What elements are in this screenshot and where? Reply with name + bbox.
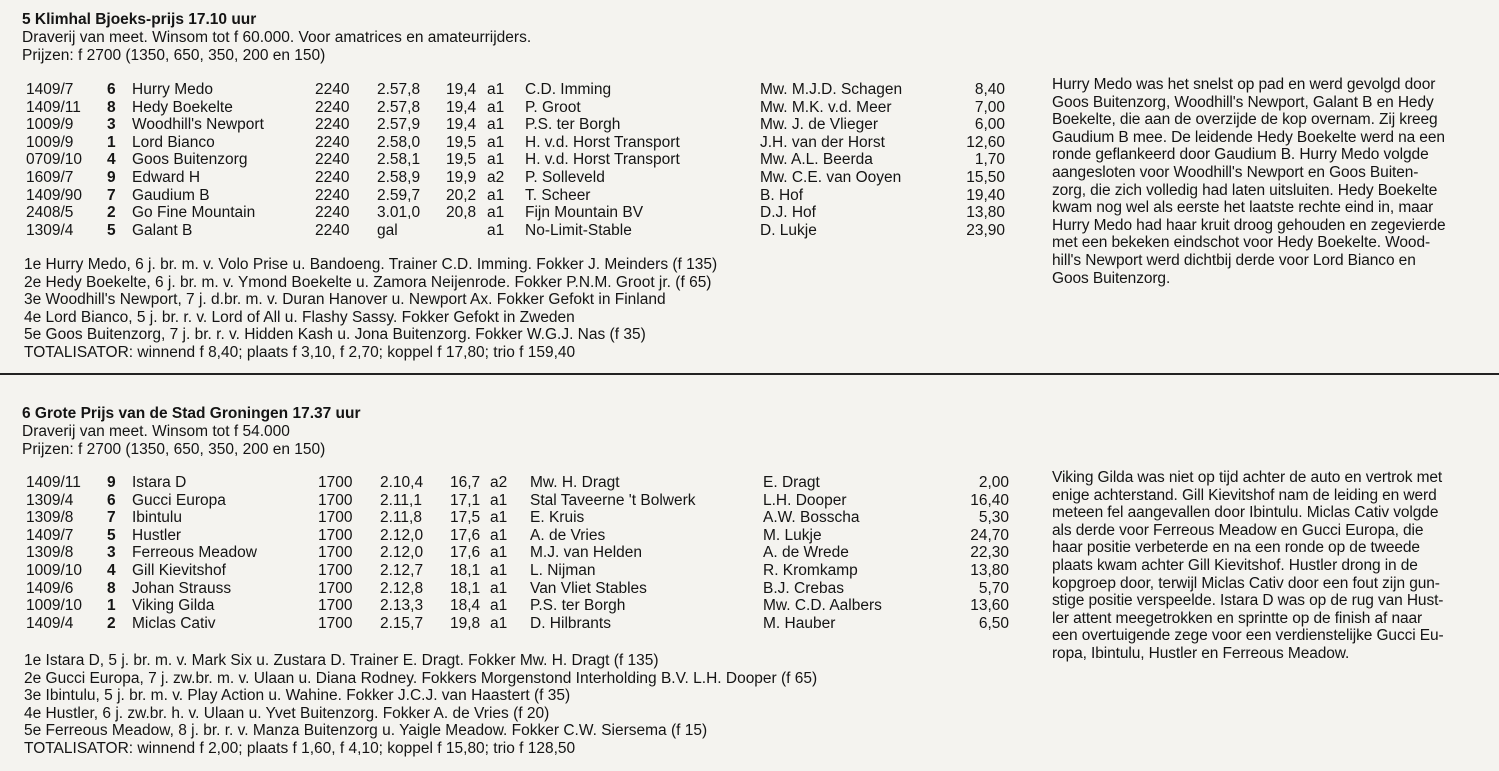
entry-distance: 2240 xyxy=(315,204,350,222)
entry-driver: E. Dragt xyxy=(763,474,820,491)
entry-owner: P. Solleveld xyxy=(525,168,605,186)
entry-number: 1 xyxy=(107,597,116,615)
result-line: 4e Lord Bianco, 5 j. br. r. v. Lord of All u. Flashy Sassy. Fokker Gefokt in Zweden xyxy=(24,308,575,326)
entry-number: 4 xyxy=(107,561,116,579)
entry-date: 1409/6 xyxy=(26,579,74,597)
result-line: 1e Hurry Medo, 6 j. br. m. v. Volo Prise u. Bandoeng. Trainer C.D. Imming. Fokker J. Meinders (f 135) xyxy=(24,256,718,273)
entry-distance: 2240 xyxy=(315,168,350,186)
table-row xyxy=(0,169,1030,187)
table-row xyxy=(0,527,1030,545)
horse-name: Miclas Cativ xyxy=(132,614,216,632)
entry-owner: E. Kruis xyxy=(530,509,585,527)
entry-time: 2.57,9 xyxy=(377,116,421,134)
entry-time: 2.12,0 xyxy=(380,526,424,544)
race-conditions: Draverij van meet. Winsom tot f 54.000 xyxy=(22,423,290,440)
entry-time: 2.12,0 xyxy=(380,544,424,562)
entry-owner: T. Scheer xyxy=(525,186,591,204)
table-row xyxy=(0,134,1030,152)
race-conditions: Draverij van meet. Winsom tot f 60.000. Voor amatrices en amateurrijders. xyxy=(22,29,532,46)
entry-odds: 6,00 xyxy=(974,116,1005,134)
entry-time: 2.12,8 xyxy=(380,579,424,597)
table-row xyxy=(0,204,1030,222)
horse-name: Hedy Boekelte xyxy=(132,98,233,116)
entry-number: 4 xyxy=(107,151,116,169)
entry-driver: R. Kromkamp xyxy=(763,561,858,579)
entry-number: 1 xyxy=(107,133,116,151)
entry-owner: Mw. H. Dragt xyxy=(530,474,620,491)
entry-date: 1609/7 xyxy=(26,168,74,186)
entry-driver: Mw. C.D. Aalbers xyxy=(763,597,882,615)
entry-time: 2.15,7 xyxy=(380,614,424,632)
table-row xyxy=(0,615,1030,633)
comment-line: kwam nog wel als eerste het laatste rechte eind in, maar xyxy=(1052,199,1434,217)
entry-owner: P.S. ter Borgh xyxy=(530,597,626,615)
race-results xyxy=(24,652,817,758)
entry-odds: 5,70 xyxy=(978,579,1009,597)
entry-date: 1009/10 xyxy=(26,561,83,579)
entry-odds: 5,30 xyxy=(978,509,1009,527)
entry-time: 2.57,8 xyxy=(377,98,421,116)
entry-km-time: 17,5 xyxy=(450,509,481,527)
entry-time: 2.59,7 xyxy=(377,186,421,204)
entry-start-position: a1 xyxy=(490,561,508,579)
table-row xyxy=(0,492,1030,510)
entry-distance: 1700 xyxy=(318,544,353,562)
entry-date: 1009/10 xyxy=(26,597,83,615)
entry-time: 2.13,3 xyxy=(380,597,424,615)
entry-odds: 1,70 xyxy=(974,151,1005,169)
entry-odds: 13,80 xyxy=(966,204,1005,222)
comment-line: ropa, Ibintulu, Hustler en Ferreous Meadow. xyxy=(1052,644,1350,662)
race-comment xyxy=(1052,469,1444,663)
entry-odds: 23,90 xyxy=(966,221,1005,239)
entry-start-position: a1 xyxy=(490,491,508,509)
entry-distance: 2240 xyxy=(315,98,350,116)
entry-odds: 19,40 xyxy=(966,186,1005,204)
entry-owner: D. Hilbrants xyxy=(530,614,611,632)
entry-owner: Fijn Mountain BV xyxy=(525,204,644,222)
entry-owner: Stal Taveerne 't Bolwerk xyxy=(530,491,696,509)
entry-date: 1409/7 xyxy=(26,526,74,544)
entry-owner: H. v.d. Horst Transport xyxy=(525,151,680,169)
table-row xyxy=(0,562,1030,580)
entry-driver: Mw. M.J.D. Schagen xyxy=(760,81,903,98)
entry-distance: 2240 xyxy=(315,116,350,134)
horse-name: Hustler xyxy=(132,526,182,544)
entry-date: 1309/4 xyxy=(26,491,74,509)
entry-odds: 13,80 xyxy=(970,561,1009,579)
entry-km-time: 19,4 xyxy=(446,98,477,116)
entry-owner: P. Groot xyxy=(525,98,581,116)
table-row xyxy=(0,151,1030,169)
entries-table xyxy=(0,474,1030,632)
entry-km-time: 18,4 xyxy=(450,597,481,615)
table-row xyxy=(0,597,1030,615)
horse-name: Gaudium B xyxy=(132,186,210,204)
entry-distance: 2240 xyxy=(315,151,350,169)
result-line: TOTALISATOR: winnend f 2,00; plaats f 1,60, f 4,10; koppel f 15,80; trio f 128,50 xyxy=(24,739,576,757)
result-line: 4e Hustler, 6 j. zw.br. h. v. Ulaan u. Yvet Buitenzorg. Fokker A. de Vries (f 20) xyxy=(24,704,550,722)
entries-table xyxy=(0,81,1030,239)
entry-driver: M. Hauber xyxy=(763,614,836,632)
entry-distance: 2240 xyxy=(315,186,350,204)
entry-km-time: 17,6 xyxy=(450,526,481,544)
comment-line: Hurry Medo had haar kruit droog gehouden en zegevierde xyxy=(1052,216,1446,234)
entry-date: 2408/5 xyxy=(26,204,74,222)
entry-driver: J.H. van der Horst xyxy=(760,133,885,151)
entry-driver: Mw. J. de Vlieger xyxy=(760,116,879,134)
entry-number: 5 xyxy=(107,526,116,544)
horse-name: Viking Gilda xyxy=(132,597,215,615)
entry-km-time: 19,8 xyxy=(450,614,481,632)
entry-number: 3 xyxy=(107,544,116,562)
comment-line: ler attent meegetrokken en sprintte op de finish af naar xyxy=(1052,609,1423,627)
entry-number: 3 xyxy=(107,116,116,134)
horse-name: Galant B xyxy=(132,221,193,239)
table-row xyxy=(0,99,1030,117)
entry-driver: A.W. Bosscha xyxy=(763,509,860,527)
entry-date: 1409/11 xyxy=(26,98,81,116)
comment-line: meteen fel aangevallen door Ibintulu. Miclas Cativ volgde xyxy=(1052,504,1439,522)
comment-line: een overtuigende zege voor een verdienstelijke Gucci Eu- xyxy=(1052,627,1444,645)
comment-line: Hurry Medo was het snelst op pad en werd gevolgd door xyxy=(1052,76,1436,93)
entry-owner: C.D. Imming xyxy=(525,81,612,98)
horse-name: Edward H xyxy=(132,168,201,186)
entry-distance: 1700 xyxy=(318,526,353,544)
entry-start-position: a1 xyxy=(490,509,508,527)
horse-name: Johan Strauss xyxy=(132,579,232,597)
entry-distance: 2240 xyxy=(315,221,350,239)
entry-km-time: 20,8 xyxy=(446,204,477,222)
entry-time: 2.11,1 xyxy=(380,491,422,509)
entry-start-position: a1 xyxy=(487,98,505,116)
entry-driver: D.J. Hof xyxy=(760,204,816,222)
horse-name: Woodhill's Newport xyxy=(132,116,264,134)
entry-owner: A. de Vries xyxy=(530,526,606,544)
entry-time: 2.58,0 xyxy=(377,133,421,151)
comment-line: als derde voor Ferreous Meadow en Gucci Europa, die xyxy=(1052,521,1424,539)
comment-line: zorg, die zich volledig had laten uitsluiten. Hedy Boekelte xyxy=(1052,181,1438,199)
comment-line: plaats kwam achter Gill Kievitshof. Hustler drong in de xyxy=(1052,556,1418,574)
entry-date: 1409/4 xyxy=(26,614,74,632)
entry-driver: Mw. M.K. v.d. Meer xyxy=(760,98,892,116)
entry-time: 2.10,4 xyxy=(380,474,424,491)
horse-name: Lord Bianco xyxy=(132,133,215,151)
comment-line: Viking Gilda was niet op tijd achter de auto en vertrok met xyxy=(1052,469,1443,486)
race-title: 6 Grote Prijs van de Stad Groningen 17.37 uur xyxy=(22,405,361,422)
entry-start-position: a1 xyxy=(490,614,508,632)
race-comment xyxy=(1052,76,1446,287)
entry-km-time: 18,1 xyxy=(450,561,481,579)
entry-date: 1309/8 xyxy=(26,509,74,527)
entry-number: 2 xyxy=(107,614,116,632)
entry-distance: 2240 xyxy=(315,133,350,151)
result-line: 5e Goos Buitenzorg, 7 j. br. r. v. Hidden Kash u. Jona Buitenzorg. Fokker W.G.J. Nas (f 35) xyxy=(24,326,646,344)
entry-odds: 6,50 xyxy=(978,614,1009,632)
entry-number: 7 xyxy=(107,509,116,527)
horse-name: Goos Buitenzorg xyxy=(132,151,248,169)
entry-distance: 2240 xyxy=(315,81,350,98)
entry-start-position: a1 xyxy=(490,597,508,615)
entry-date: 1409/11 xyxy=(26,474,81,491)
entry-number: 9 xyxy=(107,474,116,491)
entry-time: 2.58,9 xyxy=(377,168,421,186)
result-line: 5e Ferreous Meadow, 8 j. br. r. v. Manza Buitenzorg u. Yaigle Meadow. Fokker C.W. Siersema (f 15) xyxy=(24,722,708,740)
entry-distance: 1700 xyxy=(318,474,353,491)
entry-number: 8 xyxy=(107,579,116,597)
table-row xyxy=(0,222,1030,240)
horse-name: Istara D xyxy=(132,474,187,491)
table-row xyxy=(0,187,1030,205)
entry-driver: M. Lukje xyxy=(763,526,822,544)
entry-date: 1409/7 xyxy=(26,81,74,98)
entry-km-time: 19,5 xyxy=(446,133,477,151)
entry-odds: 12,60 xyxy=(966,133,1005,151)
entry-odds: 7,00 xyxy=(974,98,1005,116)
comment-line: kopgroep door, terwijl Miclas Cativ door een fout zijn gun- xyxy=(1052,574,1440,592)
entry-date: 1009/9 xyxy=(26,133,74,151)
entry-odds: 16,40 xyxy=(970,491,1009,509)
entry-odds: 2,00 xyxy=(978,474,1009,491)
table-row xyxy=(0,509,1030,527)
result-line: 2e Hedy Boekelte, 6 j. br. m. v. Ymond Boekelte u. Zamora Neijenrode. Fokker P.N.M. Groot jr. (f 65) xyxy=(24,273,712,291)
entry-owner: No-Limit-Stable xyxy=(525,221,632,239)
table-row xyxy=(0,580,1030,598)
comment-line: haar positie verbeterde en na een ronde op de tweede xyxy=(1052,539,1420,557)
horse-name: Gill Kievitshof xyxy=(132,561,226,579)
entry-number: 6 xyxy=(107,81,116,98)
entry-owner: L. Nijman xyxy=(530,561,596,579)
comment-line: aangesloten voor Woodhill's Newport en Goos Buiten- xyxy=(1052,163,1419,181)
entry-start-position: a1 xyxy=(487,116,505,134)
entry-start-position: a1 xyxy=(487,186,505,204)
table-row xyxy=(0,544,1030,562)
race-results xyxy=(24,256,717,362)
result-line: 3e Woodhill's Newport, 7 j. d.br. m. v. Duran Hanover u. Newport Ax. Fokker Gefokt in Finland xyxy=(24,291,666,309)
entry-start-position: a1 xyxy=(487,221,505,239)
entry-date: 1309/4 xyxy=(26,221,74,239)
entry-start-position: a1 xyxy=(487,204,505,222)
race-prizes: Prijzen: f 2700 (1350, 650, 350, 200 en 150) xyxy=(22,441,326,458)
entry-distance: 1700 xyxy=(318,614,353,632)
horse-name: Hurry Medo xyxy=(132,81,213,98)
entry-number: 8 xyxy=(107,98,116,116)
entry-odds: 22,30 xyxy=(970,544,1009,562)
result-line: 3e Ibintulu, 5 j. br. m. v. Play Action u. Wahine. Fokker J.C.J. van Haastert (f 35) xyxy=(24,687,571,705)
entry-distance: 1700 xyxy=(318,509,353,527)
section-divider xyxy=(0,373,1499,375)
entry-number: 6 xyxy=(107,491,116,509)
horse-name: Gucci Europa xyxy=(132,491,226,509)
entry-time: 2.12,7 xyxy=(380,561,424,579)
entry-driver: Mw. C.E. van Ooyen xyxy=(760,168,902,186)
entry-time: 2.11,8 xyxy=(380,509,422,527)
entry-driver: L.H. Dooper xyxy=(763,491,847,509)
entry-odds: 13,60 xyxy=(970,597,1009,615)
entry-number: 7 xyxy=(107,186,116,204)
comment-line: stige positie verspeelde. Istara D was op de rug van Hust- xyxy=(1052,592,1444,610)
entry-date: 1409/90 xyxy=(26,186,83,204)
entry-time: gal xyxy=(377,221,398,239)
entry-start-position: a2 xyxy=(490,474,508,491)
entry-start-position: a1 xyxy=(490,526,508,544)
entry-km-time: 17,1 xyxy=(450,491,481,509)
comment-line: Boekelte, die aan de overzijde de kop overnam. Zij kreeg xyxy=(1052,111,1438,129)
horse-name: Go Fine Mountain xyxy=(132,204,256,222)
entry-start-position: a2 xyxy=(487,168,505,186)
entry-odds: 24,70 xyxy=(970,526,1009,544)
horse-name: Ferreous Meadow xyxy=(132,544,257,562)
entry-number: 2 xyxy=(107,204,116,222)
entry-start-position: a1 xyxy=(487,151,505,169)
entry-start-position: a1 xyxy=(487,81,505,98)
comment-line: met een bekeken eindschot voor Hedy Boekelte. Wood- xyxy=(1052,234,1431,252)
entry-number: 5 xyxy=(107,221,116,239)
table-row xyxy=(0,474,1030,492)
entry-driver: B. Hof xyxy=(760,186,804,204)
entry-start-position: a1 xyxy=(487,133,505,151)
entry-time: 2.57,8 xyxy=(377,81,421,98)
entry-owner: Van Vliet Stables xyxy=(530,579,647,597)
comment-line: Goos Buitenzorg, Woodhill's Newport, Galant B en Hedy xyxy=(1052,93,1434,111)
entry-distance: 1700 xyxy=(318,561,353,579)
comment-line: hill's Newport werd dichtbij derde voor Lord Bianco en xyxy=(1052,251,1416,269)
entry-km-time: 19,4 xyxy=(446,81,477,98)
entry-start-position: a1 xyxy=(490,544,508,562)
entry-number: 9 xyxy=(107,168,116,186)
comment-line: enige achterstand. Gill Kievitshof nam de leiding en werd xyxy=(1052,486,1437,504)
entry-km-time: 19,4 xyxy=(446,116,477,134)
entry-km-time: 16,7 xyxy=(450,474,481,491)
entry-time: 3.01,0 xyxy=(377,204,421,222)
entry-date: 1309/8 xyxy=(26,544,74,562)
entry-driver: A. de Wrede xyxy=(763,544,849,562)
result-line: 1e Istara D, 5 j. br. m. v. Mark Six u. Zustara D. Trainer E. Dragt. Fokker Mw. H. Dragt (f 135) xyxy=(24,652,659,669)
entry-date: 1009/9 xyxy=(26,116,74,134)
entry-km-time: 19,5 xyxy=(446,151,477,169)
entry-time: 2.58,1 xyxy=(377,151,421,169)
entry-date: 0709/10 xyxy=(26,151,83,169)
entry-distance: 1700 xyxy=(318,579,353,597)
entry-driver: B.J. Crebas xyxy=(763,579,844,597)
table-row xyxy=(0,116,1030,134)
entry-owner: P.S. ter Borgh xyxy=(525,116,621,134)
entry-odds: 8,40 xyxy=(974,81,1005,98)
entry-km-time: 20,2 xyxy=(446,186,477,204)
entry-odds: 15,50 xyxy=(966,168,1005,186)
entry-distance: 1700 xyxy=(318,597,353,615)
entry-owner: H. v.d. Horst Transport xyxy=(525,133,680,151)
horse-name: Ibintulu xyxy=(132,509,182,527)
entry-distance: 1700 xyxy=(318,491,353,509)
entry-km-time: 19,9 xyxy=(446,168,477,186)
entry-driver: D. Lukje xyxy=(760,221,817,239)
comment-line: Goos Buitenzorg. xyxy=(1052,269,1171,287)
entry-owner: M.J. van Helden xyxy=(530,544,642,562)
entry-driver: Mw. A.L. Beerda xyxy=(760,151,873,169)
race-prizes: Prijzen: f 2700 (1350, 650, 350, 200 en 150) xyxy=(22,47,326,64)
comment-line: ronde geflankeerd door Gaudium B. Hurry Medo volgde xyxy=(1052,146,1429,164)
table-row xyxy=(0,81,1030,99)
entry-km-time: 17,6 xyxy=(450,544,481,562)
entry-km-time: 18,1 xyxy=(450,579,481,597)
comment-line: Gaudium B mee. De leidende Hedy Boekelte werd na een xyxy=(1052,128,1445,146)
entry-start-position: a1 xyxy=(490,579,508,597)
result-line: 2e Gucci Europa, 7 j. zw.br. m. v. Ulaan u. Diana Rodney. Fokkers Morgenstond Interholding B.V. L.H. Dooper (f 65) xyxy=(24,669,818,687)
result-line: TOTALISATOR: winnend f 8,40; plaats f 3,10, f 2,70; koppel f 17,80; trio f 159,40 xyxy=(24,343,576,361)
race-title: 5 Klimhal Bjoeks-prijs 17.10 uur xyxy=(22,11,257,28)
